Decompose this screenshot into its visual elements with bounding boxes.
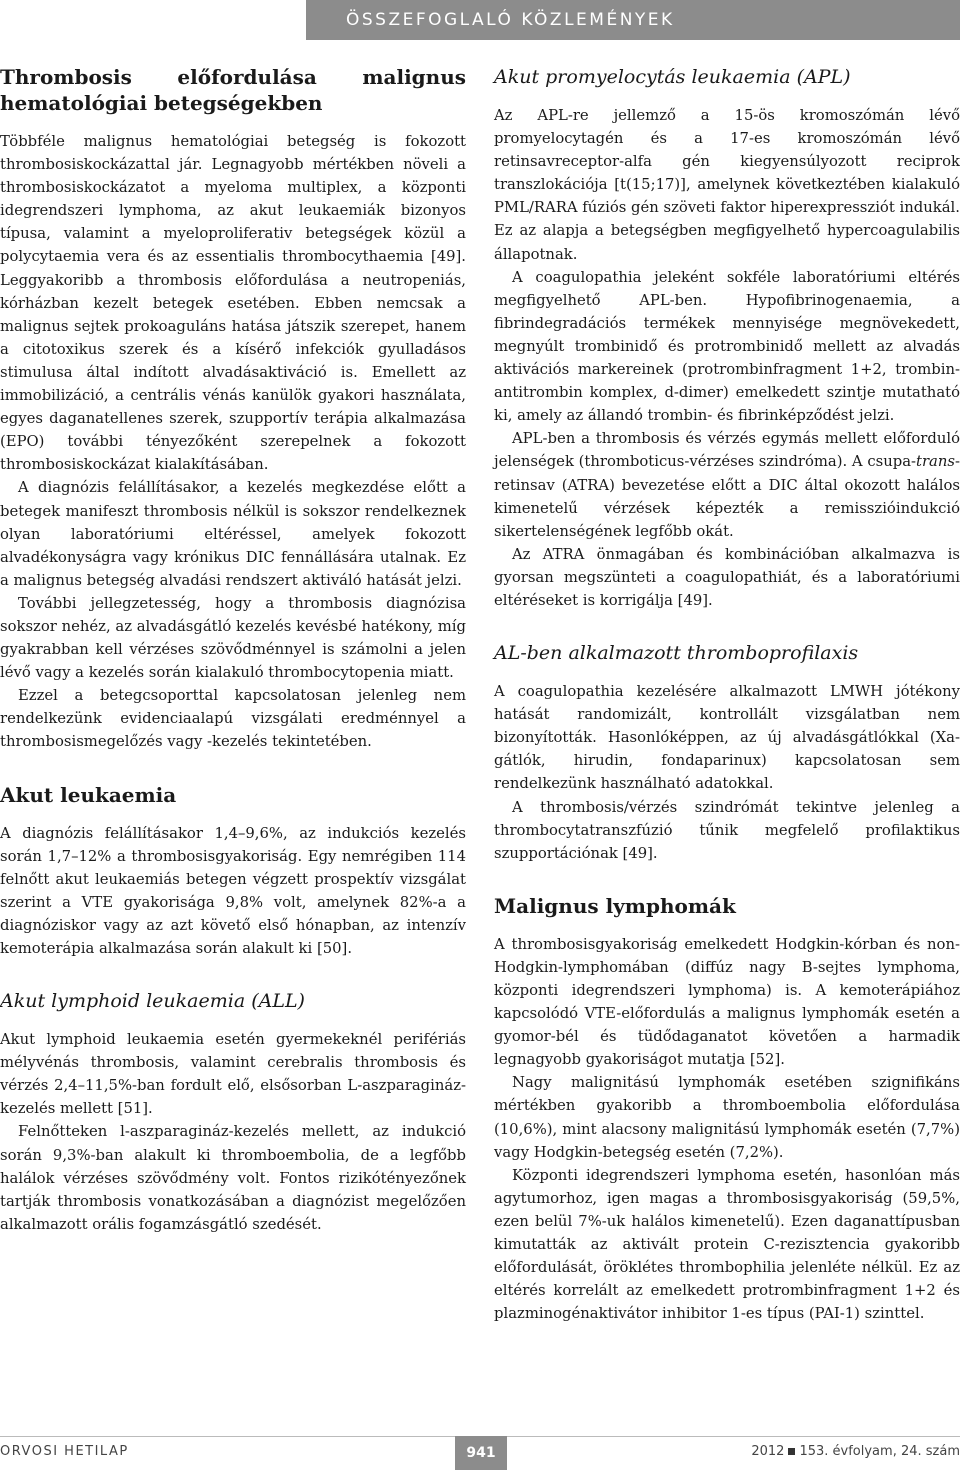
section-heading-lymphomak: Malignus lymphomák [494,893,736,918]
paragraph: Felnőtteken l-aszparagináz-kezelés mellett, az indukció során 9,3%-ban alakult ki thromboembolia, de a legfőbb halálok vérzéses szövődmény volt. Fontos rizikótényezőnek tartják thrombosis vonatkozásában a diagnózist megelőzően alkalmazott orális fogamzásgátló szedését. [0,1123,466,1233]
paragraph: Központi idegrendszeri lymphoma esetén, hasonlóan más agytumorhoz, igen magas a thrombosisgyakoriság (59,5%, ezen belül 7%-uk halálos kimenetelű). Ezen daganattípusban kimutatták az aktivált protein C-rezisztencia gyakoribb előfordulását, öröklétes thrombophilia jelenléte nélkül. Ez az eltérés korrelált az emelkedett protrombinfragment 1+2 és plazminogénaktivátor inhibitor 1-es típus (PAI-1) szinttel. [494,1166,960,1323]
page-footer [0,1436,960,1470]
section-heading-thrombosis: Thrombosis előfordulása malignus hematológiai betegségekben [0,65,466,115]
italic-term: trans [916,453,955,471]
paragraph: A thrombosis/vérzés szindrómát tekintve jelenleg a thrombocytatranszfúzió tűnik megfelelő profilaktikus szupportációnak [49]. [494,798,960,862]
issue-volume: 153. évfolyam, 24. szám [799,1444,960,1459]
paragraph: Ezzel a betegcsoporttal kapcsolatosan jelenleg nem rendelkezünk evidenciaalapú vizsgálati eredménnyel a thrombosismegelőzés vagy -kezelés tekintetében. [0,687,466,751]
section-header: ÖSSZEFOGLALÓ KÖZLEMÉNYEK [306,0,960,40]
paragraph: Akut lymphoid leukaemia esetén gyermekeknél perifériás mélyvénás thrombosis, valamint cerebralis thrombosis és vérzés 2,4–11,5%-ban fordult elő, elsősorban L-aszparagináz-kezelés mellett [51]. [0,1031,466,1118]
journal-name: ORVOSI HETILAP [0,1444,129,1459]
subsection-heading-apl: Akut promyelocytás leukaemia (APL) [494,66,851,88]
paragraph: A coagulopathia jeleként sokféle laboratóriumi eltérés megfigyelhető APL-ben. Hypofibrinogenaemia, a fibrindegradációs termékek mennyisége megnövekedett, megnyúlt trombinidő és protrombinidő mellett az alvadás aktivációs markereinek (protrombinfragment 1+2, trombin-antitrombin komplex, d-dimer) emelkedett szintje mutatható ki, amely az állandó trombin- és fibrinképződést jelzi. [494,268,960,425]
paragraph: További jellegzetesség, hogy a thrombosis diagnózisa sokszor nehéz, az alvadásgátló kezelés kevésbé hatékony, míg gyakrabban kell vérzéses szövődménnyel is számolni a jelen lévő vagy a kezelés során kialakuló thrombocytopenia miatt. [0,594,466,682]
paragraph: Az ATRA önmagában és kombinációban alkalmazva is gyorsan megszünteti a coagulopathiát, és a laboratóriumi eltéréseket is korrigálja [49]. [494,545,960,609]
square-bullet-icon [788,1448,795,1455]
subsection-heading-thromboprofilaxis: AL-ben alkalmazott thromboprofilaxis [494,642,859,665]
right-column [494,64,960,1325]
section-heading-akut-leukaemia: Akut leukaemia [0,782,177,807]
paragraph: A coagulopathia kezelésére alkalmazott LMWH jótékony hatását randomizált, kontrollált vizsgálatban nem bizonyították. Hasonlóképpen, az új alvadásgátlókkal (Xa-gátlók, hirudin, fondaparinux) kapcsolatosan sem rendelkezünk használható adatokkal. [494,683,960,793]
subsection-heading-all: Akut lymphoid leukaemia (ALL) [0,990,305,1013]
issue-info [751,1444,960,1459]
paragraph: A diagnózis felállításakor, a kezelés megkezdése előtt a betegek manifeszt thrombosis nélkül is sokszor rendelkeznek olyan laboratóriumi eltéréssel, amelyek fokozott alvadékonyságra vagy krónikus DIC fennállására utalnak. Ez a malignus betegség alvadási rendszert aktiváló hatását jelzi. [0,479,466,589]
text-run: -retinsav (ATRA) bevezetése előtt a DIC által okozott halálos kimenetelű vérzések képezték a remisszióindukció sikertelenségének legfőbb okát. [494,453,960,540]
paragraph: A diagnózis felállításakor 1,4–9,6%, az indukciós kezelés során 1,7–12% a thrombosisgyakoriság. Egy nemrégiben 114 felnőtt akut leukaemiás betegen végzett prospektív vizsgálat szerint a VTE gyakorisága 9,8% volt, amelynek 82%-a a diagnóziskor vagy az azt követő első hónapban, az intenzív kemoterápia alkalmazása során alakult ki [50]. [0,824,466,957]
paragraph: Az APL-re jellemző a 15-ös kromoszómán lévő promyelocytagén és a 17-es kromoszómán lévő retinsavreceptor-alfa gén kiegyensúlyozott reciprok transzlokációja [t(15;17)], amelynek következtében kialakuló PML/RARA fúziós gén szöveti faktor hiperexpressziót indukál. Ez az alapja a betegségben megfigyelhető hypercoagulabilis állapotnak. [494,107,960,263]
paragraph: Többféle malignus hematológiai betegség is fokozott thrombosiskockázattal jár. Legnagyobb mértékben növeli a thrombosiskockázatot a myeloma multiplex, a központi idegrendszeri lymphoma, az akut leukaemiák bizonyos típusa, valamint a myeloproliferativ betegségek közül a polycytaemia vera és az essentialis thrombocythaemia [49]. Leggyakoribb a thrombosis előfordulása a neutropeniás, kórházban kezelt betegek esetében. Ebben nemcsak a malignus sejtek prokoaguláns hatása játszik szerepet, hanem a citotoxikus szerek és a kísérő infekciók gyulladásos stimulusa által indított alvadásaktiváció is. Emellett az immobilizáció, a centrális vénás kanülök gyakori használata, egyes daganatellenes szerek, szupportív terápia alkalmazása (EPO) további tényezőként szerepelnek a fokozott thrombosiskockázat kialakításában. [0,133,466,474]
paragraph: Nagy malignitású lymphomák esetében szignifikáns mértékben gyakoribb a thromboembolia előfordulása (10,6%), mint alacsony malignitású lymphomák esetén (7,7%) vagy Hodgkin-betegség esetén (7,2%). [494,1074,960,1161]
issue-year: 2012 [751,1444,785,1459]
text-run: APL-ben a thrombosis és vérzés egymás mellett előforduló jelenségek (thromboticus-vérzéses szindróma). A csupa- [494,430,960,471]
page-number: 941 [455,1436,507,1470]
paragraph: A thrombosisgyakoriság emelkedett Hodgkin-kórban és non-Hodgkin-lymphomában (diffúz nagy B-sejtes lymphoma, központi idegrendszeri lymphoma) is. A kemoterápiához kapcsolódó VTE-előfordulás a malignus lymphomák esetén a gyomor-bél és tüdődaganatot követően a harmadik legnagyobb gyakoriságot mutatja [52]. [494,935,960,1069]
paragraph [494,427,960,542]
left-column [0,64,466,1236]
